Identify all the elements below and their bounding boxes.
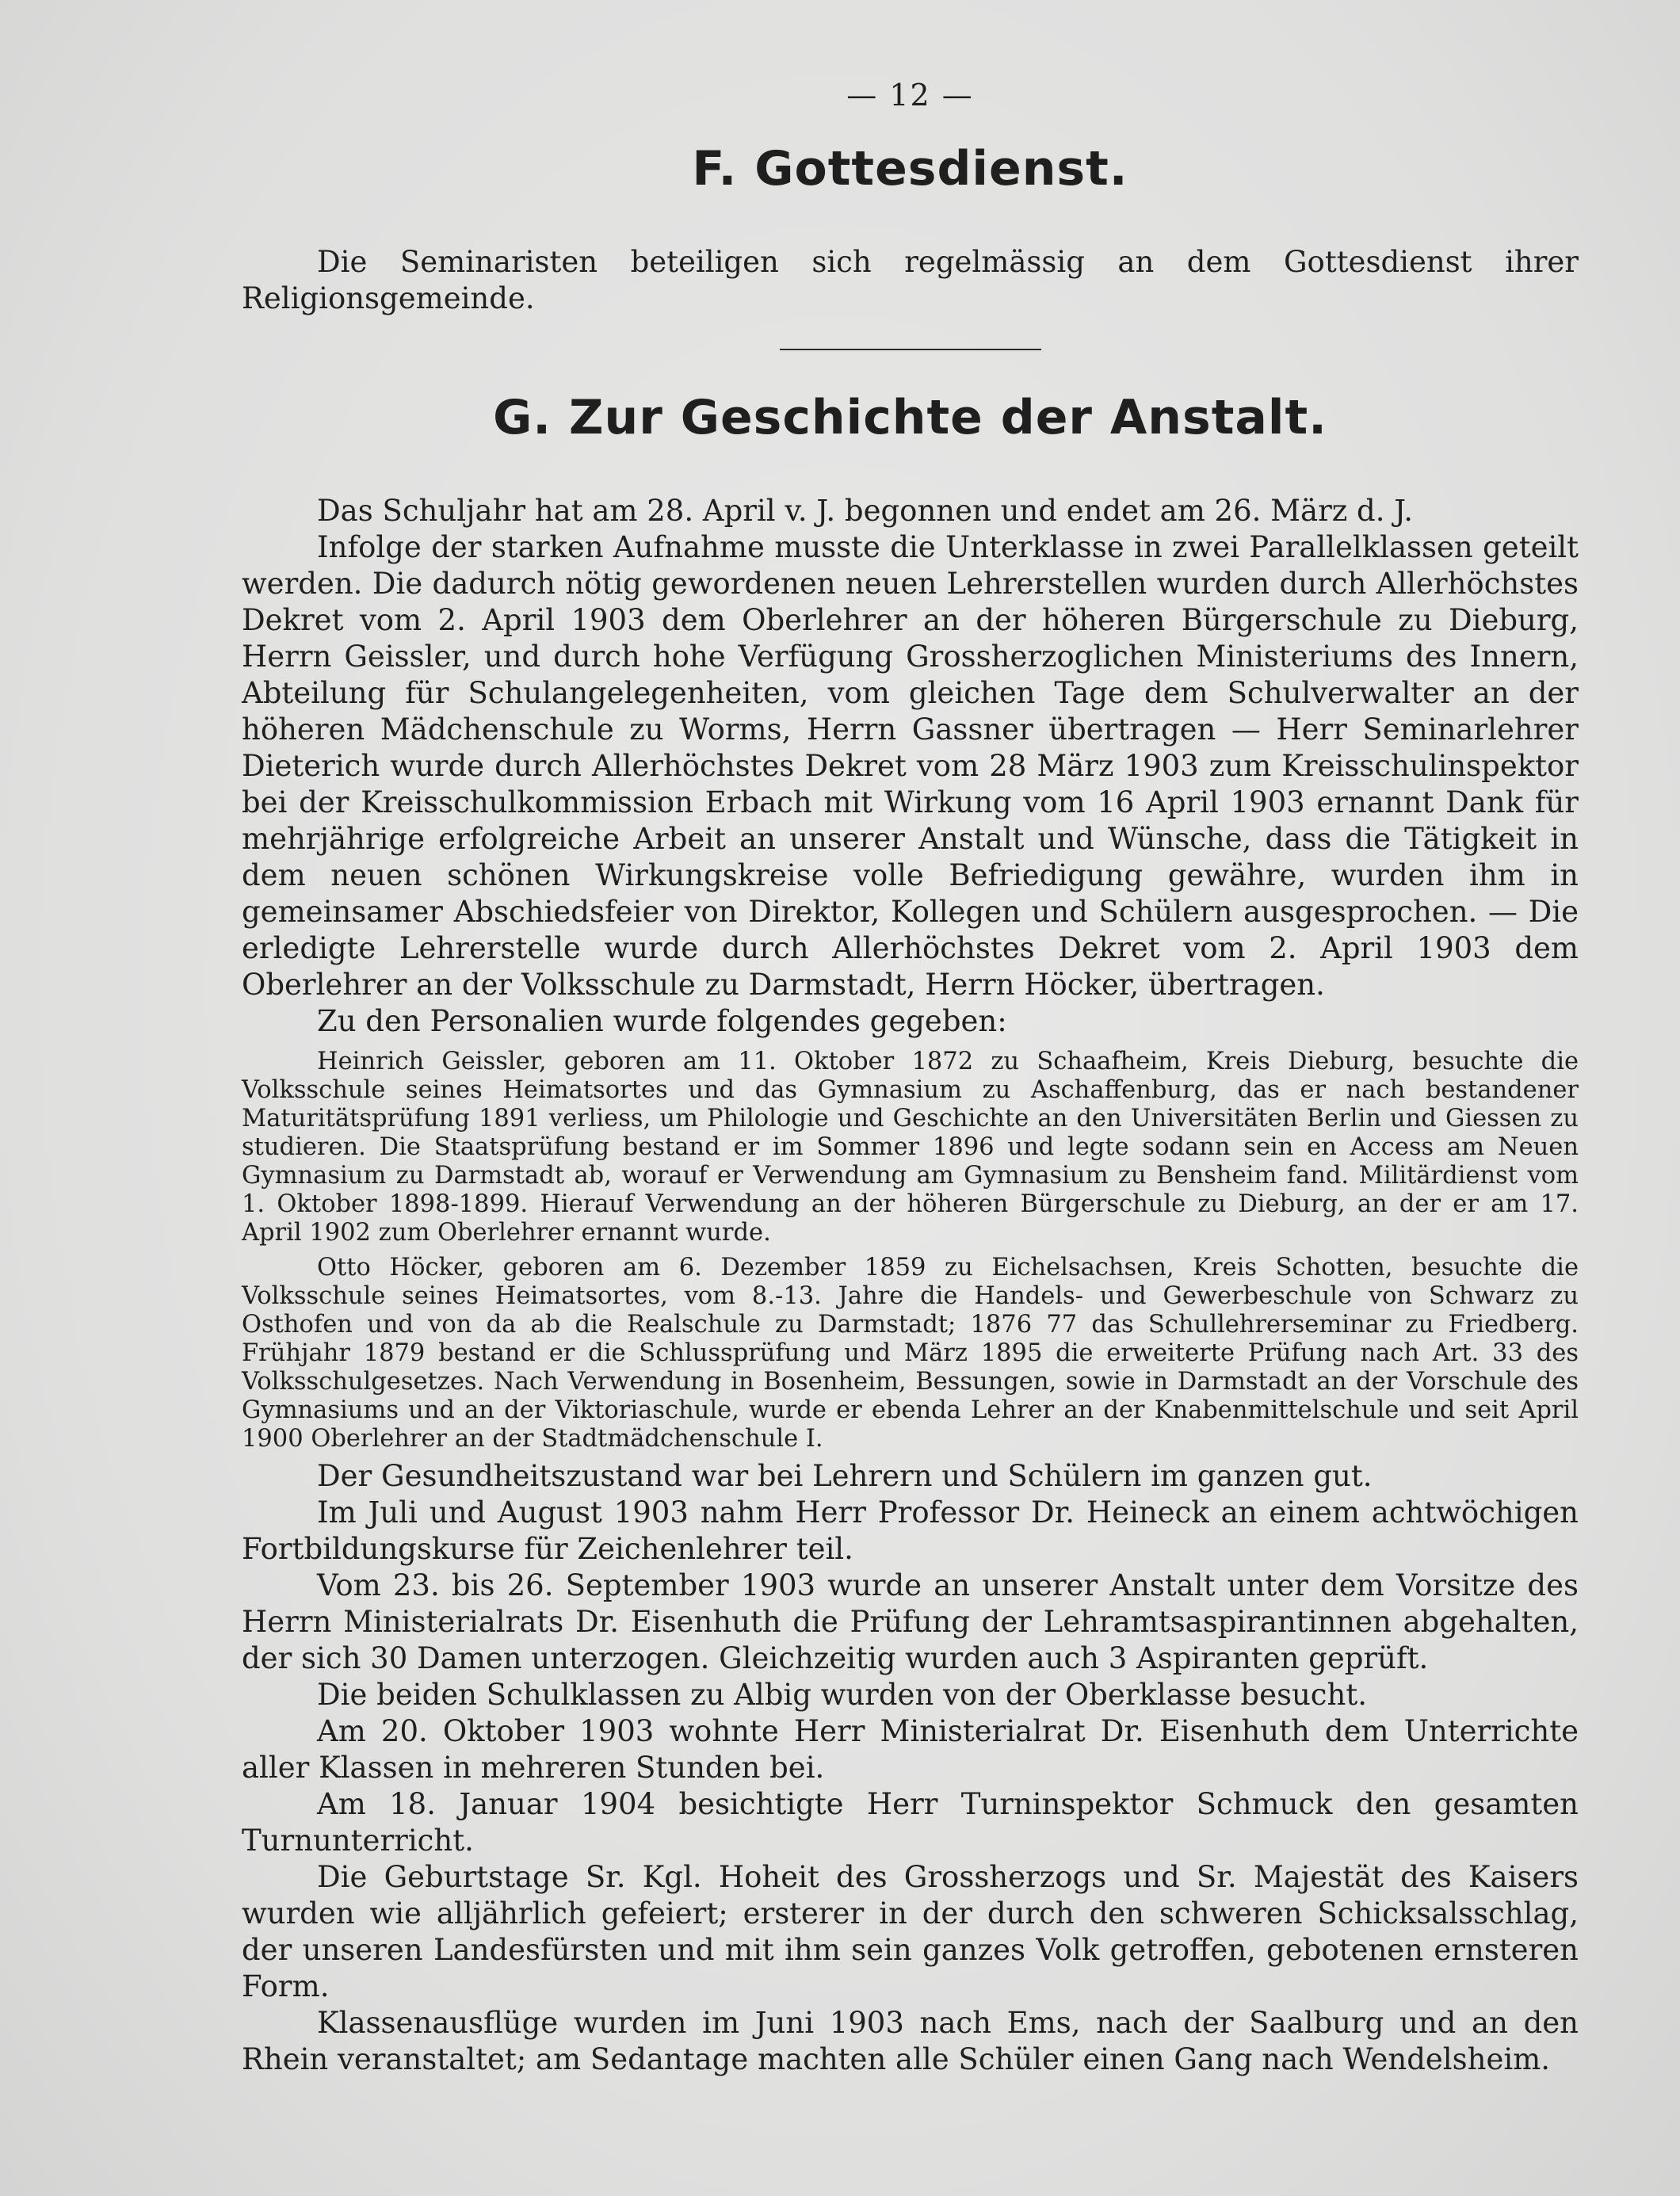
paragraph: Der Gesundheitszustand war bei Lehrern und Schülern im ganzen gut. [317,1459,1373,1493]
section-f-body [242,244,1579,317]
paragraph: Zu den Personalien wurde folgendes gegeben: [317,1004,1007,1038]
paragraph: Die Geburtstage Sr. Kgl. Hoheit des Grossherzogs und Sr. Majestät des Kaisers wurden wie alljährlich gefeiert; ersterer in der durch den schweren Schicksalsschlag, der unseren Landesfürsten und mit ihm sein ganzes Volk getroffen, gebotenen ernsteren Form. [242,1860,1579,2003]
section-f-heading: F. Gottesdienst. [692,141,1128,197]
paragraph: Das Schuljahr hat am 28. April v. J. begonnen und endet am 26. März d. J. [317,494,1413,528]
section-g-body [242,493,1579,2078]
paragraph: Die beiden Schulklassen zu Albig wurden von der Oberklasse besucht. [317,1678,1367,1712]
paragraph: Infolge der starken Aufnahme musste die Unterklasse in zwei Parallelklassen geteilt werden. Die dadurch nötig gewordenen neuen Lehrerstellen wurden durch Allerhöchstes Dekret vom 2. April 1903 dem Oberlehrer an der höheren Bürgerschule zu Dieburg, Herrn Geissler, und durch hohe Verfügung Grossherzoglichen Ministeriums des Innern, Abteilung für Schulangelegenheiten, vom gleichen Tage dem Schulverwalter an der höheren Mädchenschule zu Worms, Herrn Gassner übertragen — Herr Seminarlehrer Dieterich wurde durch Allerhöchstes Dekret vom 28 März 1903 zum Kreisschulinspektor bei der Kreisschulkommission Erbach mit Wirkung vom 16 April 1903 ernannt Dank für mehrjährige erfolgreiche Arbeit an unserer Anstalt und Wünsche, dass die Tätigkeit in dem neuen schönen Wirkungskreise volle Befriedigung gewähre, wurden ihm in gemeinsamer Abschiedsfeier von Direktor, Kollegen und Schülern ausgesprochen. — Die erledigte Lehrerstelle wurde durch Allerhöchstes Dekret vom 2. April 1903 dem Oberlehrer an der Volksschule zu Darmstadt, Herrn Höcker, übertragen. [242,530,1579,1002]
section-g-heading: G. Zur Geschichte der Anstalt. [493,390,1327,445]
paragraph: Vom 23. bis 26. September 1903 wurde an unserer Anstalt unter dem Vorsitze des Herrn Ministerialrats Dr. Eisenhuth die Prüfung der Lehramtsaspirantinnen abgehalten, der sich 30 Damen unterzogen. Gleichzeitig wurden auch 3 Aspiranten geprüft. [242,1568,1579,1675]
page-number: — 12 — [846,78,974,113]
personalia [242,1048,1579,1453]
paragraph: Am 20. Oktober 1903 wohnte Herr Ministerialrat Dr. Eisenhuth dem Unterrichte aller Klassen in mehreren Stunden bei. [242,1714,1579,1785]
bio-hoecker: Otto Höcker, geboren am 6. Dezember 1859 zu Eichelsachsen, Kreis Schotten, besuchte die Volksschule seines Heimatsortes, vom 8.-13. Jahre die Handels- und Gewerbeschule von Schwarz zu Osthofen und von da ab die Realschule zu Darmstadt; 1876 77 das Schullehrerseminar zu Friedberg. Frühjahr 1879 bestand er die Schlussprüfung und März 1895 die erweiterte Prüfung nach Art. 33 des Volksschulgesetzes. Nach Verwendung in Bosenheim, Bessungen, sowie in Darmstadt an der Vorschule des Gymnasiums und an der Viktoriaschule, wurde er ebenda Lehrer an der Knabenmittelschule und seit April 1900 Oberlehrer an der Stadtmädchenschule I. [242,1254,1579,1453]
paragraph: Am 18. Januar 1904 besichtigte Herr Turninspektor Schmuck den gesamten Turnunterricht. [242,1787,1579,1858]
page-content [242,78,1579,2078]
paragraph: Klassenausflüge wurden im Juni 1903 nach Ems, nach der Saalburg und an den Rhein veranstaltet; am Sedantage machten alle Schüler einen Gang nach Wendelsheim. [242,2006,1579,2076]
bio-geissler: Heinrich Geissler, geboren am 11. Oktober 1872 zu Schaafheim, Kreis Dieburg, besuchte die Volksschule seines Heimatsortes und das Gymnasium zu Aschaffenburg, das er nach bestandener Maturitätsprüfung 1891 verliess, um Philologie und Geschichte an den Universitäten Berlin und Giessen zu studieren. Die Staatsprüfung bestand er im Sommer 1896 und legte sodann sein en Access am Neuen Gymnasium zu Darmstadt ab, worauf er Verwendung am Gymnasium zu Bensheim fand. Militärdienst vom 1. Oktober 1898-1899. Hierauf Verwendung an der höheren Bürgerschule zu Dieburg, an der er am 17. April 1902 zum Oberlehrer ernannt wurde. [242,1048,1579,1247]
section-divider [780,349,1041,350]
paragraph: Im Juli und August 1903 nahm Herr Professor Dr. Heineck an einem achtwöchigen Fortbildungskurse für Zeichenlehrer teil. [242,1495,1579,1566]
section-f-paragraph: Die Seminaristen beteiligen sich regelmässig an dem Gottesdienst ihrer Religionsgemeinde. [242,245,1579,315]
